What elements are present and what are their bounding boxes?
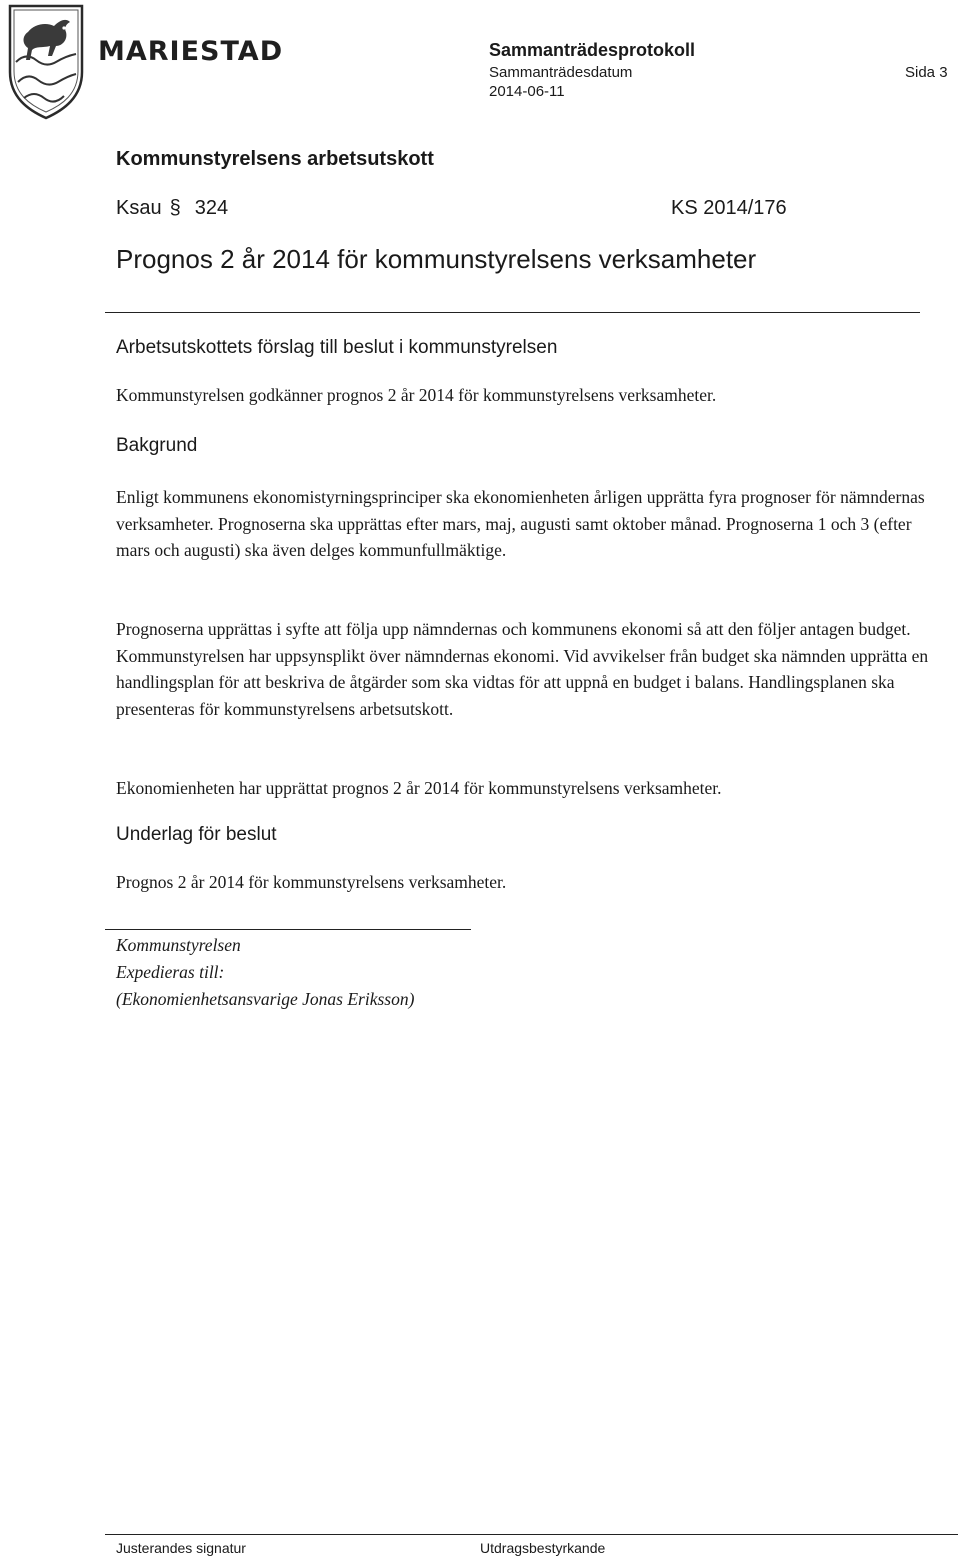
footer-divider	[105, 1534, 958, 1535]
case-number: KS 2014/176	[671, 197, 787, 219]
distribution-label: Expedieras till:	[116, 962, 225, 982]
case-paragraph: 324	[194, 197, 229, 219]
page-number: Sida 3	[905, 64, 948, 81]
meeting-date-label: Sammanträdesdatum	[489, 64, 633, 81]
background-paragraph: Prognoserna upprättas i syfte att följa upp nämndernas och kommunens ekonomi så att den följer antagen budget. Kommunstyrelsen har uppsynsplikt över nämndernas ekonomi. Vid avvikelser från budget ska nämnden upprätta en handlingsplan för att beskriva de åtgärder som ska vidtas för att uppnå en budget i balans. Handlingsplanen ska presenteras för kommunstyrelsens arbetsutskott.	[116, 619, 929, 719]
background-paragraph: Ekonomienheten har upprättat prognos 2 år 2014 för kommunstyrelsens verksamheter.	[116, 778, 722, 798]
title-divider	[105, 312, 920, 313]
distribution-divider	[105, 929, 471, 930]
document-type: Sammanträdesprotokoll	[489, 40, 696, 60]
section-sign: §	[169, 197, 181, 219]
distribution-person: (Ekonomienhetsansvarige Jonas Eriksson)	[116, 989, 415, 1009]
background-heading: Bakgrund	[116, 435, 198, 456]
case-prefix: Ksau	[116, 197, 162, 219]
page-title: Prognos 2 år 2014 för kommunstyrelsens verksamheter	[116, 244, 757, 274]
proposal-text: Kommunstyrelsen godkänner prognos 2 år 2014 för kommunstyrelsens verksamheter.	[116, 385, 717, 405]
logo-wordmark: MARIESTAD	[98, 36, 284, 67]
committee-name: Kommunstyrelsens arbetsutskott	[116, 148, 434, 170]
meeting-date: 2014-06-11	[489, 83, 565, 100]
proposal-heading: Arbetsutskottets förslag till beslut i kommunstyrelsen	[116, 337, 558, 358]
footer-signature-label: Justerandes signatur	[116, 1540, 246, 1556]
footer-certification-label: Utdragsbestyrkande	[480, 1540, 606, 1556]
distribution-recipient: Kommunstyrelsen	[116, 935, 241, 955]
municipal-coat-of-arms	[6, 2, 86, 120]
basis-text: Prognos 2 år 2014 för kommunstyrelsens verksamheter.	[116, 872, 507, 892]
background-paragraph: Enligt kommunens ekonomistyrningsprinciper ska ekonomienheten årligen upprätta fyra prognoser för nämndernas verksamheter. Prognoserna ska upprättas efter mars, maj, augusti samt oktober månad. Prognoserna 1 och 3 (efter mars och augusti) ska även delges kommunfullmäktige.	[116, 487, 925, 560]
case-reference	[116, 197, 228, 220]
basis-heading: Underlag för beslut	[116, 824, 277, 845]
